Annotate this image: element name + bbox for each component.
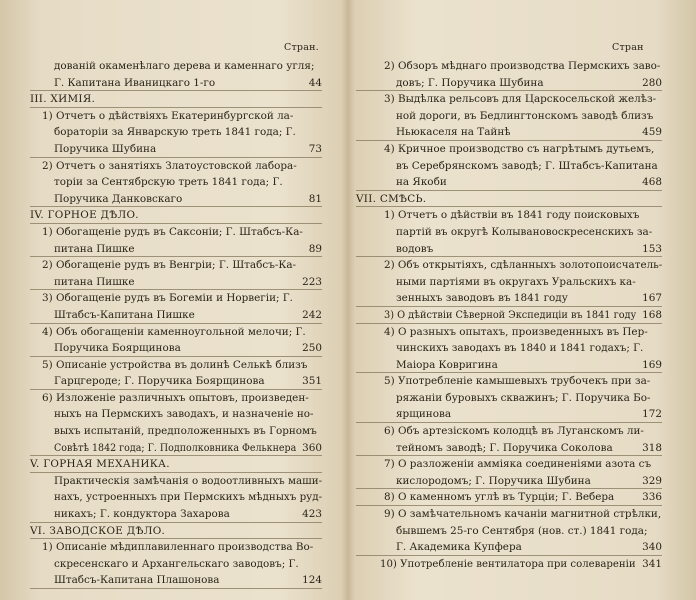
toc-line-text: выхъ испытаній, предположенныхъ въ Горномъ [54,425,317,438]
toc-line [356,373,662,390]
toc-line-text: питана Пишке [54,242,135,255]
toc-line [30,357,322,374]
toc-line [30,572,322,589]
toc-line [30,158,322,175]
toc-line-text: 5) Употребленіе камышевыхъ трубочекъ при за- [384,375,651,388]
toc-line-text: ныхъ на Пермскихъ заводахъ, и назначеніе но- [54,408,314,421]
toc-line [30,506,322,523]
toc-line-text: III. ХИМІЯ. [30,93,96,106]
toc-line-text: 3) О дѣйствіи Сѣверной Экспедиціи въ 1841 году [384,308,637,321]
toc-line-text: ными партіями въ округахъ Уральскихъ ка- [396,275,636,288]
toc-line [30,290,322,307]
page-number: 242 [302,308,322,321]
page-number: 340 [642,541,662,554]
toc-line [356,124,662,141]
toc-line-text: 3) Обогащеніе рудъ въ Богеміи и Норвегіи; Г. [42,292,293,305]
toc-line-text: Поручика Шубина [54,142,157,155]
toc-line-text: чинскихъ заводахъ въ 1840 и 1841 годахъ; Г. [396,342,644,355]
page-number: 153 [642,242,662,255]
toc-line-text: нахъ, устроенныхъ при Пермскихъ мѣдныхъ руд- [54,491,323,504]
toc-line [30,191,322,208]
toc-line-text: 5) Описаніе устройства въ долинѣ Селькѣ близъ [42,358,308,371]
toc-line-text: Практическія замѣчанія о водоотливныхъ маши- [54,474,323,487]
toc-line [356,456,662,473]
toc-line-text: никахъ; Г. кондуктора Захарова [54,508,230,521]
toc-line-text: водовъ [396,242,434,255]
toc-line [356,174,662,191]
toc-line [356,290,662,307]
toc-line-text: Поручика Боярщинова [54,342,181,355]
toc-line [30,174,322,191]
toc-line [356,523,662,540]
toc-line-text: бывшемъ 25-го Сентября (нов. ст.) 1841 года; [396,524,648,537]
toc-line-text: 1) Обогащеніе рудъ въ Саксоніи; Г. Штабсъ-Ка- [42,225,303,238]
toc-line-text: 4) Кричное производство съ нагрѣтымъ дутьемъ, [384,142,655,155]
toc-line-text: скресенскаго и Архангельскаго заводовъ; Г. [54,557,299,570]
toc-line [356,340,662,357]
toc-line [30,489,322,506]
toc-line-text: ной дороги, въ Бедлингтонскомъ заводѣ близъ [396,109,654,122]
toc-line [30,108,322,125]
toc-line [356,539,662,556]
toc-line-text: тейномъ заводѣ; Г. Поручика Соколова [396,441,613,454]
page-number: 329 [642,474,662,487]
toc-line [30,406,322,423]
toc-line-text: въ Серебрянскомъ заводѣ; Г. Штабсъ-Капитана [396,159,658,172]
toc-line-text: торіи за Сентябрскую треть 1841 года; Г. [54,176,283,189]
page-number: 423 [302,508,322,521]
page-number: 351 [302,375,322,388]
toc-line-text: дованій окаменѣлаго дерева и каменнаго угля; [54,60,315,72]
toc-line-text: 4) О разныхъ опытахъ, произведенныхъ въ Пер- [384,325,648,338]
toc-line-text: 6) Изложеніе различныхъ опытовъ, произведен- [42,391,309,404]
toc-line [356,58,662,75]
page-number: 44 [308,76,322,89]
page-number: 360 [302,441,322,454]
toc-line [30,390,322,407]
toc-line-text: питана Пишке [54,275,135,288]
toc-line [30,58,322,75]
toc-line-text: зенныхъ заводовъ въ 1841 году [396,292,568,305]
section-heading [30,523,322,540]
toc-line-text: 7) О разложеніи амміяка соединеніями азота съ [384,458,652,471]
toc-line-text: 8) О каменномъ углѣ въ Турціи; Г. Вебера [384,491,615,504]
toc-line-text: Штабсъ-Капитана Пишке [54,308,195,321]
page-number: 468 [642,176,662,189]
toc-line [30,141,322,158]
toc-line-text: Поручика Данковскаго [54,192,183,205]
toc-line-text: Штабсъ-Капитана Плашонова [54,574,220,587]
toc-line-text: на Якоби [396,176,447,189]
toc-line [30,324,322,341]
toc-line [356,241,662,258]
toc-line [356,489,662,506]
page-number: 172 [642,408,662,421]
page-number: 167 [642,292,662,305]
toc-line [30,241,322,258]
toc-line [356,108,662,125]
page-number: 124 [302,574,322,587]
toc-line-text: 2) Обогащеніе рудъ въ Венгріи; Г. Штабсъ-Ка- [42,259,297,272]
page-number: 280 [642,76,662,89]
right-page [350,0,696,600]
toc-line-text: 2) Отчетъ о занятіяхъ Златоустовской лабора- [42,159,297,172]
toc-entries [356,58,662,572]
page-number: 81 [308,192,322,205]
toc-line-text: Гарцгероде; Г. Поручика Боярщинова [54,375,265,388]
toc-line-text: партій въ округѣ Колывановоскресенскихъ за- [396,225,653,238]
toc-line-text: VI. ЗАВОДСКОЕ ДѢЛО. [30,524,166,537]
toc-entries [30,58,322,589]
toc-line [30,224,322,241]
toc-line [356,224,662,241]
toc-line [356,207,662,224]
page-number: 250 [302,342,322,355]
page-number: 459 [642,126,662,139]
toc-line-text: 1) Отчетъ о дѣйствіи въ 1841 году поисковыхъ [384,209,640,222]
section-heading [356,191,662,208]
page-number: 223 [302,275,322,288]
toc-line [30,274,322,291]
toc-line-text: 4) Объ обогащеніи каменноугольной мелочи; Г. [42,325,306,338]
page-number: 168 [642,308,662,321]
toc-line [356,506,662,523]
toc-line [30,423,322,440]
toc-line [356,91,662,108]
toc-line-text: Ньюкаселя на Тайнѣ [396,126,511,139]
toc-line-text: ряжаніи буровыхъ скважинъ; Г. Поручика Бо- [396,391,651,404]
toc-line [30,124,322,141]
toc-line [356,257,662,274]
toc-line-text: 1) Описаніе мѣдиплавиленнаго производства Во- [42,541,314,554]
toc-line [356,406,662,423]
section-heading [30,91,322,108]
toc-line-text: 2) Обзоръ мѣднаго производства Пермскихъ заво- [384,60,661,72]
toc-line-text: кислородомъ; Г. Поручика Шубина [396,474,591,487]
toc-line [356,158,662,175]
toc-line [30,340,322,357]
section-heading [30,456,322,473]
toc-line-text: ярщинова [396,408,452,421]
toc-line [356,357,662,374]
toc-line-text: Маіора Ковригина [396,358,498,371]
page-number: 73 [308,142,322,155]
page-number: 336 [642,491,662,504]
toc-line [356,141,662,158]
page-number: 318 [642,441,662,454]
toc-line [30,257,322,274]
page-column-header: Стран. [284,42,319,53]
toc-line [356,473,662,490]
toc-line-text: Г. Академика Купфера [396,541,522,554]
toc-line [30,440,322,457]
toc-line [30,539,322,556]
left-page [0,0,340,600]
toc-line [30,75,322,92]
toc-line [356,423,662,440]
toc-line [30,373,322,390]
toc-line-text: 6) Объ артезіскомъ колодцѣ въ Луганскомъ ли- [384,425,644,438]
toc-line-text: Г. Капитана Иваницкаго 1-го [54,76,216,89]
page-number: 89 [308,242,322,255]
page-number: 169 [642,358,662,371]
toc-line-text: V. ГОРНАЯ МЕХАНИКА. [30,458,170,471]
toc-line-text: довъ; Г. Поручика Шубина [396,76,544,89]
toc-line [30,307,322,324]
toc-line [30,473,322,490]
section-heading [30,207,322,224]
toc-line-text: VII. СМѢСЬ. [356,192,427,205]
page-number: 341 [642,557,662,570]
toc-line-text: 2) Объ открытіяхъ, сдѣланныхъ золотопоисчатель- [384,259,663,272]
page-column-header: Стран [612,42,644,53]
toc-line-text: 9) О замѣчательномъ качаніи магнитной стрѣлки, [384,508,662,521]
toc-line [356,440,662,457]
toc-line-text: 10) Употребленіе вентилатора при солевареніи [380,557,636,570]
divider [30,588,322,589]
toc-line [356,75,662,92]
toc-line [356,556,662,573]
toc-line-text: 1) Отчетъ о дѣйствіяхъ Екатеринбургской ла- [42,109,294,122]
toc-line [356,307,662,324]
toc-line [30,556,322,573]
toc-line-text: Совѣтѣ 1842 года; Г. Подполковника Фелькнера [54,441,297,454]
toc-line-text: IV. ГОРНОЕ ДѢЛО. [30,209,139,222]
toc-line-text: бораторіи за Январскую треть 1841 года; Г. [54,126,296,139]
toc-line [356,274,662,291]
toc-line [356,390,662,407]
toc-line-text: 3) Выдѣлка рельсовъ для Царскосельской желѣз- [384,93,657,106]
toc-line [356,324,662,341]
